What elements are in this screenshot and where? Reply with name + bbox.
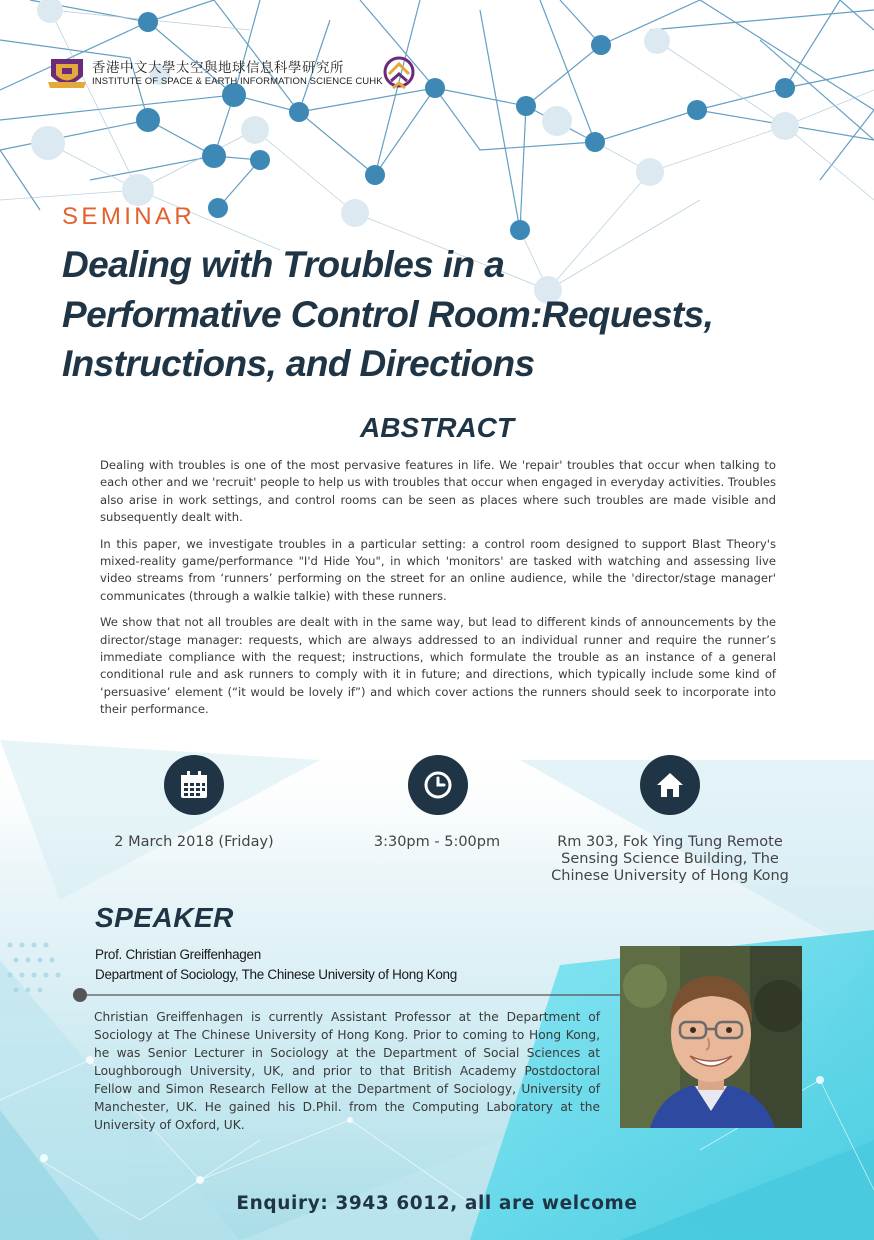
institution-name-chinese: 香港中文大學太空與地球信息科學研究所 <box>92 60 344 76</box>
abstract-heading: ABSTRACT <box>360 412 514 443</box>
seminar-label: SEMINAR <box>62 203 196 230</box>
abstract-paragraph: In this paper, we investigate troubles in a particular setting: a control room designed to support Blast Theory's mixed-reality game/performance "I'd Hide You", in which 'monitors' are tasked with watching and assessing live video streams from ‘runners’ performing on the street for an online audience, while the 'director/stage manager' communicates (through a walkie talkie) with these runners. <box>100 536 776 603</box>
network-nodes <box>136 12 795 240</box>
seminar-title <box>62 240 822 389</box>
calendar-icon <box>164 755 224 815</box>
event-venue <box>530 834 810 885</box>
speaker-photo <box>620 946 802 1128</box>
title-line: Performative Control Room:Requests, <box>62 293 714 335</box>
issi-logo-icon <box>383 54 415 94</box>
venue-line: Chinese University of Hong Kong <box>551 868 789 884</box>
title-line: Dealing with Troubles in a <box>62 244 505 285</box>
abstract-paragraph: Dealing with troubles is one of the most pervasive features in life. We 'repair' troubles that occur when talking to each other and we 'recruit' people to help us with troubles that occur when engaged in everyday activities. Troubles also arise in work settings, and control rooms can be seen as places where such troubles are made visible and subsequently dealt with. <box>100 458 776 525</box>
title-line: Instructions, and Directions <box>62 343 535 384</box>
cuhk-crest-icon <box>48 56 86 90</box>
speaker-name: Prof. Christian Greiffenhagen <box>95 947 261 962</box>
abstract-body <box>100 457 776 728</box>
venue-line: Sensing Science Building, The <box>561 851 779 867</box>
speaker-department: Department of Sociology, The Chinese University of Hong Kong <box>95 967 457 982</box>
speaker-bio: Christian Greiffenhagen is currently Assistant Professor at the Department of Sociology at The Chinese University of Hong Kong. Prior to coming to Hong Kong, he was Senior Lecturer in Sociology at the Department of Social Sciences at Loughborough University, UK, and prior to that British Academy Postdoctoral Fellow and Simon Research Fellow at the Department of Sociology, University of Manchester, UK. He gained his D.Phil. from the Computing Laboratory at the University of Oxford, UK. <box>94 1010 600 1132</box>
institution-name-english: INSTITUTE OF SPACE & EARTH INFORMATION SCIENCE CUHK <box>92 76 383 87</box>
clock-icon <box>408 755 468 815</box>
speaker-heading: SPEAKER <box>95 902 234 933</box>
venue-line: Rm 303, Fok Ying Tung Remote <box>557 834 783 850</box>
institution-logo <box>48 54 418 94</box>
event-date: 2 March 2018 (Friday) <box>114 834 274 850</box>
abstract-paragraph: We show that not all troubles are dealt with in the same way, but lead to different kinds of announcements by the director/stage manager: requests, which are always addressed to an individual runner and require the runner’s immediate compliance with the request; instructions, which formulate the trouble as an instance of a general conditional rule and ask runners to comply with it in future; and directions, which typically include some kind of ‘persuasive’ element (“it would be lovely if”) and which cover actions the runners should seek to incorporate into their performance. <box>100 615 776 717</box>
event-time: 3:30pm - 5:00pm <box>373 834 501 850</box>
home-icon <box>640 755 700 815</box>
enquiry-line: Enquiry: 3943 6012, all are welcome <box>236 1193 638 1214</box>
